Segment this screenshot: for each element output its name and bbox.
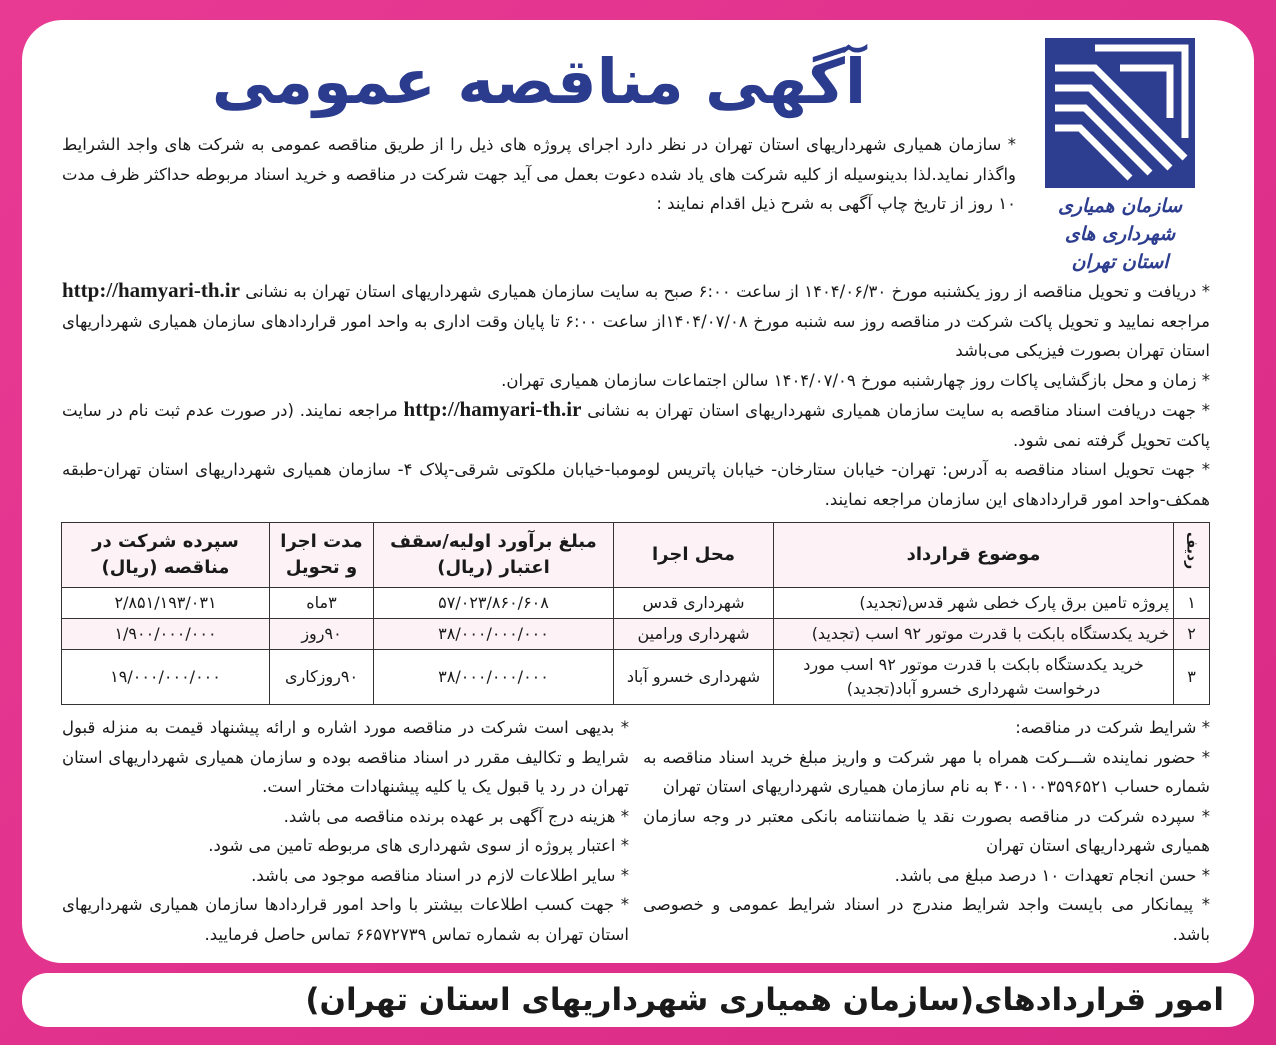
condition-item: * حسن انجام تعهدات ۱۰ درصد مبلغ می باشد.	[894, 865, 1210, 885]
website-link[interactable]: http://hamyari-th.ir	[62, 278, 240, 302]
cell-subject: خرید یکدستگاه بابکت با قدرت موتور ۹۲ اسب مورد درخواست شهرداری خسرو آباد(تجدید)	[774, 650, 1174, 705]
header-duration: مدت اجرا و تحویل	[270, 523, 374, 588]
cell-deposit: ۲/۸۵۱/۱۹۳/۰۳۱	[62, 588, 270, 619]
note-item: * سایر اطلاعات لازم در اسناد مناقصه موجود می باشد.	[251, 865, 629, 885]
header-section	[62, 38, 1210, 276]
note-item: * اعتبار پروژه از سوی شهرداری های مربوطه تامین می شود.	[208, 836, 629, 855]
website-link-2[interactable]: http://hamyari-th.ir	[403, 397, 582, 421]
header-row-number	[1174, 523, 1210, 588]
header-row-number-text: ردیف	[1183, 532, 1200, 570]
condition-item: * حضور نماینده شـــرکت همراه با مهر شرکت و واریز مبلغ خرید اسناد مناقصه به شماره حساب ۴۰۰۱۰۰۳۵۹۶۵۲۱ به نام سازمان همیاری شهرداریهای استان تهران	[643, 747, 1210, 796]
header-location: محل اجرا	[614, 523, 774, 588]
tender-table	[61, 522, 1210, 705]
table-row	[62, 619, 1210, 650]
header-estimate: مبلغ برآورد اولیه/سقف اعتبار (ریال)	[374, 523, 614, 588]
participation-conditions	[643, 713, 1210, 949]
logo-text-line1: سازمان همیاری شهرداری های	[1058, 195, 1182, 245]
condition-item: * شرایط شرکت در مناقصه:	[1015, 718, 1210, 737]
footer-signature: امور قراردادهای(سازمان همیاری شهرداریهای استان تهران)	[305, 982, 1224, 1018]
receive-item	[62, 276, 1210, 366]
page-title: آگهی مناقصه عمومی	[211, 45, 867, 118]
cell-duration: ۳ماه	[270, 588, 374, 619]
instructions	[62, 276, 1210, 514]
logo-text-line2: استان تهران	[1071, 251, 1169, 273]
note-item: * بدیهی است شرکت در مناقصه مورد اشاره و ارائه پیشنهاد قیمت به منزله قبول شرایط و تکالیف مقرر در اسناد مناقصه بوده و سازمان همیاری شهرداریهای استان تهران در رد یا قبول یک یا کلیه پیشنهادات مختار است.	[62, 718, 629, 796]
docs-text-b: مراجعه نمایند. (در صورت عدم ثبت نام در سایت پاکت تحویل گرفته نمی شود.	[62, 401, 1210, 450]
cell-subject: پروژه تامین برق پارک خطی شهر قدس(تجدید)	[774, 588, 1174, 619]
notes-section	[62, 713, 1210, 949]
cell-subject: خرید یکدستگاه بابکت با قدرت موتور ۹۲ اسب (تجدید)	[774, 619, 1174, 650]
cell-number: ۲	[1174, 619, 1210, 650]
address-item: * جهت تحویل اسناد مناقصه به آدرس: تهران- خیابان ستارخان- خیابان پاتریس لومومبا-خیابان ملکوتی شرقی-پلاک ۴- سازمان همیاری شهرداریهای استان تهران-طبقه همکف-واحد امور قراردادهای این سازمان مراجعه نمایند.	[62, 460, 1210, 509]
cell-estimate: ۵۷/۰۲۳/۸۶۰/۶۰۸	[374, 588, 614, 619]
cell-number: ۳	[1174, 650, 1210, 705]
cell-location: شهرداری ورامین	[614, 619, 774, 650]
cell-deposit: ۱/۹۰۰/۰۰۰/۰۰۰	[62, 619, 270, 650]
note-item: * جهت کسب اطلاعات بیشتر با واحد امور قراردادها سازمان همیاری شهرداریهای استان تهران به شماره تماس ۶۶۵۷۲۷۳۹ تماس حاصل فرمایید.	[62, 895, 629, 944]
cell-estimate: ۳۸/۰۰۰/۰۰۰/۰۰۰	[374, 619, 614, 650]
header-subject: موضوع قرارداد	[774, 523, 1174, 588]
docs-item	[62, 395, 1210, 455]
cell-location: شهرداری خسرو آباد	[614, 650, 774, 705]
receive-text-b: مراجعه نمایید و تحویل پاکت شرکت در مناقصه روز سه شنبه مورخ ۱۴۰۴/۰۷/۰۸از ساعت ۶:۰۰ تا پایان وقت اداری به واحد امور قراردادهای سازمان همیاری شهرداریهای استان تهران بصورت فیزیکی می‌باشد	[62, 311, 1210, 360]
ad-panel	[22, 20, 1254, 963]
cell-duration: ۹۰روزکاری	[270, 650, 374, 705]
condition-item: * پیمانکار می بایست واجد شرایط مندرج در اسناد شرایط عمومی و خصوصی باشد.	[643, 895, 1210, 944]
header-deposit: سپرده شرکت در مناقصه (ریال)	[62, 523, 270, 588]
intro-paragraph: * سازمان همیاری شهرداریهای استان تهران در نظر دارد اجرای پروژه های ذیل را از طریق مناقصه عمومی به شرکت های واجد الشرایط واگذار نماید.لذا بدینوسیله از کلیه شرکت های یاد شده دعوت بعمل می آید جهت شرکت در مناقصه و خرید اسناد مربوطه حداکثر ظرف مدت ۱۰ روز از تاریخ چاپ آگهی به شرح ذیل اقدام نمایند :	[62, 135, 1016, 213]
organization-logo	[1030, 38, 1210, 276]
opening-item: * زمان و محل بازگشایی پاکات روز چهارشنبه مورخ ۱۴۰۴/۰۷/۰۹ سالن اجتماعات سازمان همیاری تهران.	[501, 370, 1210, 390]
table-header-row	[62, 523, 1210, 588]
receive-text-a: * دریافت و تحویل مناقصه از روز یکشنبه مورخ ۱۴۰۴/۰۶/۳۰ از ساعت ۶:۰۰ صبح به سایت سازمان همیاری شهرداریهای استان تهران به نشانی	[245, 282, 1210, 301]
table-row	[62, 588, 1210, 619]
logo-caption	[1030, 192, 1210, 276]
note-item: * هزینه درج آگهی بر عهده برنده مناقصه می باشد.	[283, 806, 629, 826]
header-main	[62, 38, 1016, 219]
footer-bar	[22, 973, 1254, 1027]
docs-text-a: * جهت دریافت اسناد مناقصه به سایت سازمان همیاری شهرداریهای استان تهران به نشانی	[587, 401, 1210, 420]
cell-number: ۱	[1174, 588, 1210, 619]
organization-logo-icon	[1045, 38, 1195, 188]
cell-estimate: ۳۸/۰۰۰/۰۰۰/۰۰۰	[374, 650, 614, 705]
table-row	[62, 650, 1210, 705]
cell-deposit: ۱۹/۰۰۰/۰۰۰/۰۰۰	[62, 650, 270, 705]
cell-location: شهرداری قدس	[614, 588, 774, 619]
cell-duration: ۹۰روز	[270, 619, 374, 650]
general-notes	[62, 713, 629, 949]
condition-item: * سپرده شرکت در مناقصه بصورت نقد یا ضمانتنامه بانکی معتبر در وجه سازمان همیاری شهرداریهای استان تهران	[643, 806, 1210, 855]
